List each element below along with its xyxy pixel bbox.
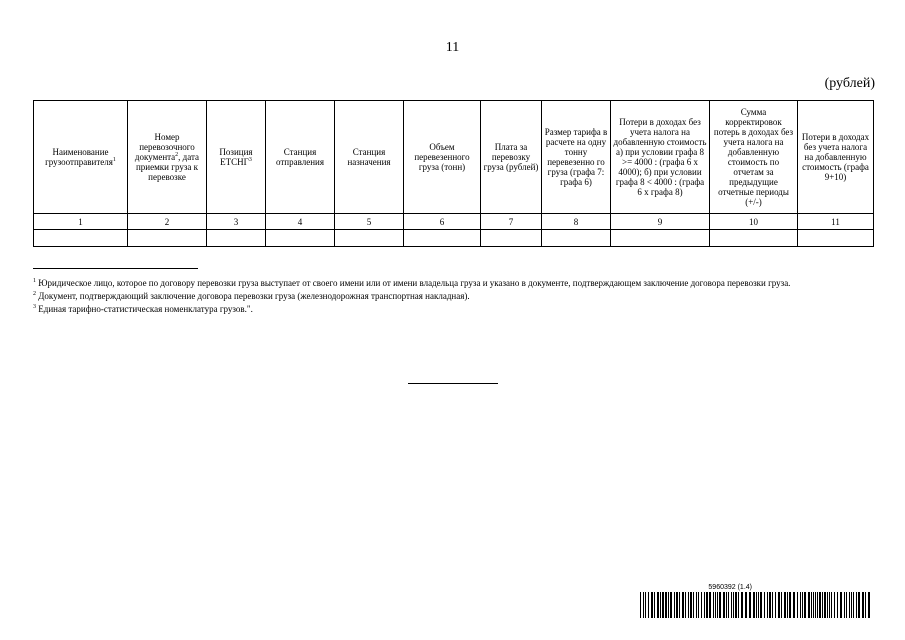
col-header-tariff-per-ton: Размер тарифа в расчете на одну тонну перевезенно го груза (графа 7: графа 6) — [542, 101, 611, 214]
table-cell — [207, 230, 266, 247]
col-header-transport-document: Номер перевозочного документа$^2$, дата приемки груза к перевозке — [128, 101, 207, 214]
barcode-block — [640, 584, 872, 618]
col-header-transport-fee: Плата за перевозку груза (рублей) — [481, 101, 542, 214]
footnote: $^1$ Юридическое лицо, которое по договору перевозки груза выступает от своего имени или от имени владельца груза и указано в документе, подтверждающем заключение договора перевозки груза. — [33, 278, 791, 288]
table-cell — [710, 230, 798, 247]
col-header-destination-station: Станция назначения — [335, 101, 404, 214]
column-number: 5 — [335, 214, 404, 230]
header-row — [34, 101, 874, 214]
column-number: 6 — [404, 214, 481, 230]
table-cell — [798, 230, 874, 247]
units-label: (рублей) — [824, 76, 875, 91]
page-number: 11 — [445, 40, 460, 55]
table-cell — [266, 230, 335, 247]
col-header-departure-station: Станция отправления — [266, 101, 335, 214]
table-cell — [128, 230, 207, 247]
table-cell — [611, 230, 710, 247]
column-number: 2 — [128, 214, 207, 230]
report-table — [33, 100, 874, 247]
table-cell — [542, 230, 611, 247]
col-header-shipper-name: Наименование грузоотправителя$^1$ — [34, 101, 128, 214]
col-header-cargo-volume: Объем перевезенного груза (тонн) — [404, 101, 481, 214]
footnotes — [33, 277, 866, 316]
column-number: 10 — [710, 214, 798, 230]
empty-data-row — [34, 230, 874, 247]
col-header-etsng-position: Позиция ЕТСНГ$^3$ — [207, 101, 266, 214]
column-number: 9 — [611, 214, 710, 230]
col-header-loss-adjustments: Сумма корректировок потерь в доходах без учета налога на добавленную стоимость по отчетам за предыдущие отчетные периоды (+/-) — [710, 101, 798, 214]
column-number: 4 — [266, 214, 335, 230]
table-cell — [481, 230, 542, 247]
footnote: $^2$ Документ, подтверждающий заключение договора перевозки груза (железнодорожная транспортная накладная). — [33, 291, 470, 301]
column-number: 8 — [542, 214, 611, 230]
column-number: 11 — [798, 214, 874, 230]
barcode-label: 5960392 (1.4) — [708, 584, 752, 591]
footnote: $^3$ Единая тарифно-статистическая номенклатура грузов.". — [33, 304, 253, 314]
footnote-separator — [33, 268, 198, 269]
col-header-total-losses: Потери в доходах без учета налога на добавленную стоимость (графа 9+10) — [798, 101, 874, 214]
center-divider — [408, 383, 498, 384]
table-cell — [335, 230, 404, 247]
column-number-row — [34, 214, 874, 230]
table-cell — [404, 230, 481, 247]
column-number: 1 — [34, 214, 128, 230]
table-cell — [34, 230, 128, 247]
column-number: 7 — [481, 214, 542, 230]
column-number: 3 — [207, 214, 266, 230]
col-header-revenue-losses: Потери в доходах без учета налога на добавленную стоимость а) при условии графа 8 >= 4000 : (графа 6 х 4000); б) при условии графа 8 < 4000 : (графа 6 х графа 8) — [611, 101, 710, 214]
barcode-image — [640, 592, 872, 618]
